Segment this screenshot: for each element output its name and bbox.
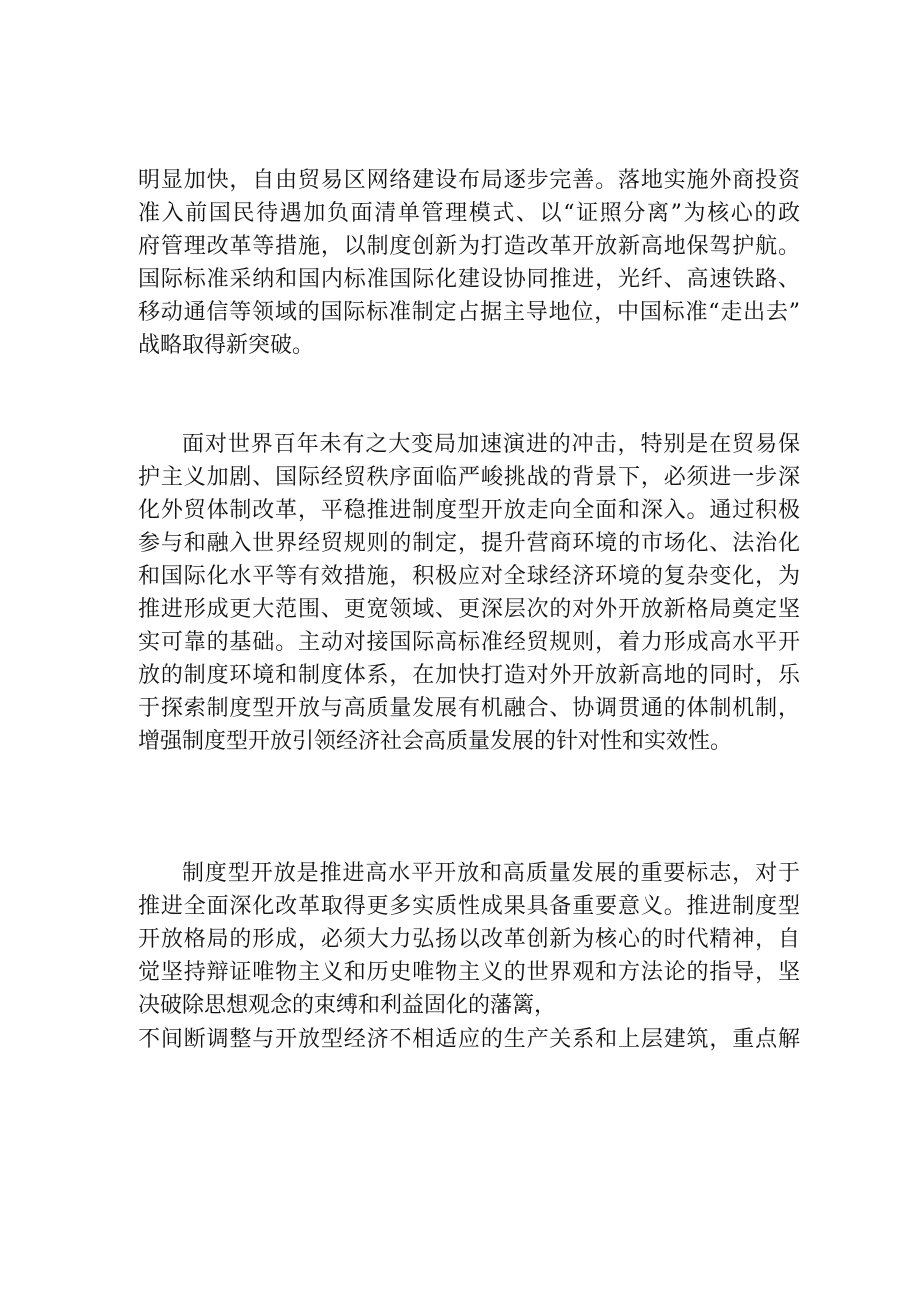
text-line: 制度型开放是推进高水平开放和高质量发展的重要标志，对于 [182, 861, 800, 886]
text-line: 开放格局的形成，必须大力弘扬以改革创新为核心的时代精神，自 [138, 927, 800, 952]
text-line: 护主义加剧、国际经贸秩序面临严峻挑战的背景下，必须进一步深 [138, 465, 800, 490]
paragraph-3 [138, 857, 800, 1022]
text-line: 推进全面深化改革取得更多实质性成果具备重要意义。推进制度型 [138, 894, 800, 919]
text-line: 化外贸体制改革，平稳推进制度型开放走向全面和深入。通过积极 [138, 498, 800, 523]
text-line: 参与和融入世界经贸规则的制定，提升营商环境的市场化、法治化 [138, 531, 800, 556]
paragraph-2 [138, 428, 800, 758]
paragraph-1 [138, 164, 800, 362]
text-line: 准入前国民待遇加负面清单管理模式、以“证照分离”为核心的政 [138, 201, 800, 226]
text-line: 战略取得新突破。 [138, 333, 315, 358]
text-line: 觉坚持辩证唯物主义和历史唯物主义的世界观和方法论的指导，坚 [138, 960, 800, 985]
text-line: 明显加快，自由贸易区网络建设布局逐步完善。落地实施外商投资 [138, 168, 800, 193]
text-line: 实可靠的基础。主动对接国际高标准经贸规则，着力形成高水平开 [138, 630, 800, 655]
text-line: 于探索制度型开放与高质量发展有机融合、协调贯通的体制机制， [138, 696, 800, 721]
text-line: 决破除思想观念的束缚和利益固化的藩篱， [138, 993, 557, 1018]
text-line: 推进形成更大范围、更宽领域、更深层次的对外开放新格局奠定坚 [138, 597, 800, 622]
paragraph-4 [138, 1023, 800, 1056]
text-line: 国际标准采纳和国内标准国际化建设协同推进，光纤、高速铁路、 [138, 267, 800, 292]
text-line: 增强制度型开放引领经济社会高质量发展的针对性和实效性。 [138, 729, 733, 754]
text-line: 不间断调整与开放型经济不相适应的生产关系和上层建筑，重点解 [138, 1027, 800, 1052]
text-line: 移动通信等领域的国际标准制定占据主导地位，中国标准“走出去” [138, 300, 800, 325]
text-line: 面对世界百年未有之大变局加速演进的冲击，特别是在贸易保 [182, 432, 800, 457]
text-line: 放的制度环境和制度体系，在加快打造对外开放新高地的同时，乐 [138, 663, 800, 688]
text-line: 府管理改革等措施，以制度创新为打造改革开放新高地保驾护航。 [138, 234, 800, 259]
text-line: 和国际化水平等有效措施，积极应对全球经济环境的复杂变化，为 [138, 564, 800, 589]
